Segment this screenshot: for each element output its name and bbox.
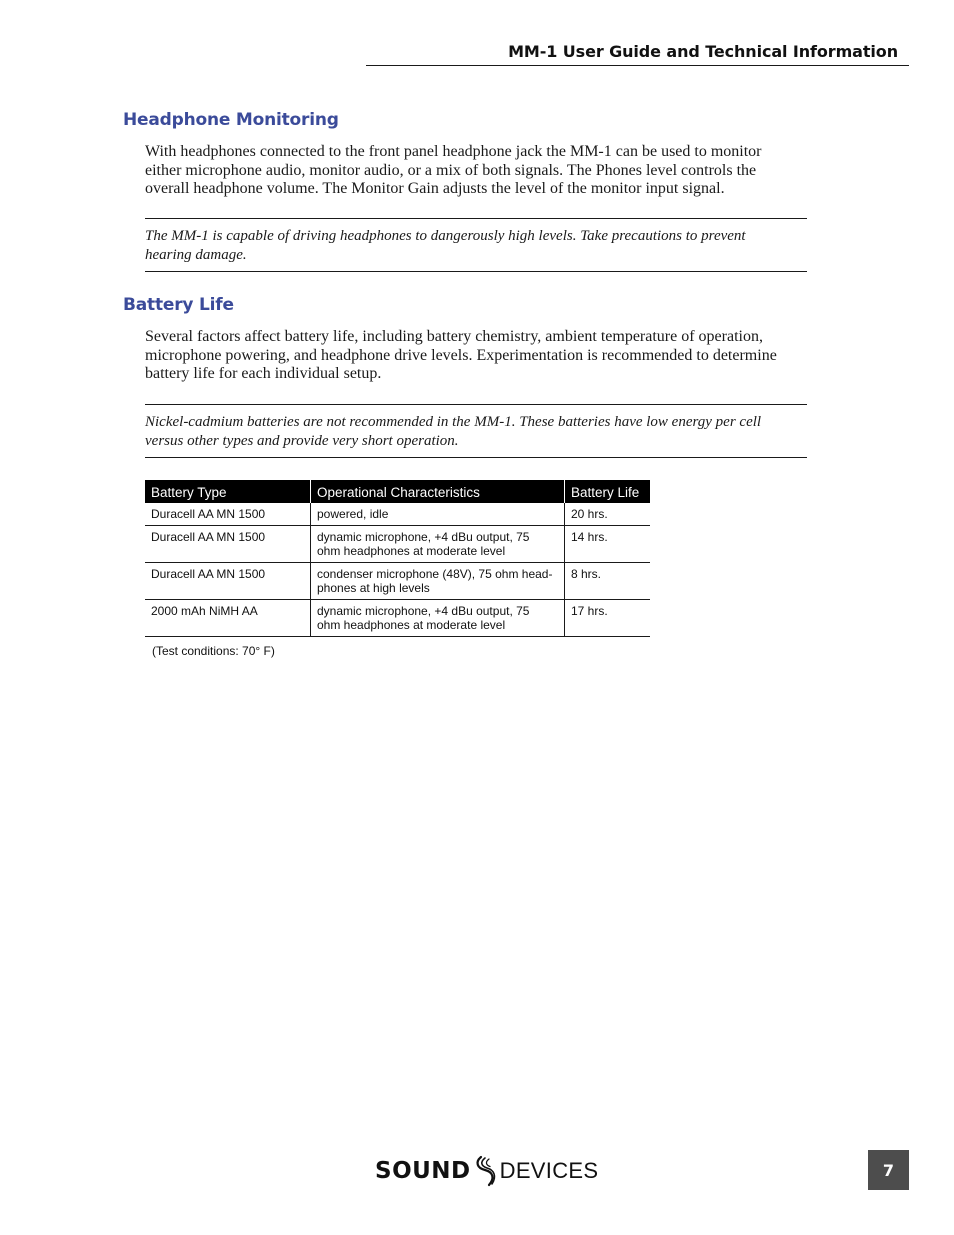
cell-characteristics [311, 600, 565, 637]
cell-line: powered, idle [317, 507, 389, 521]
table-row [145, 563, 650, 600]
logo-word-devices: DEVICES [499, 1158, 599, 1183]
paragraph-line: Several factors affect battery life, including battery chemistry, ambient temperature of operation, [145, 328, 763, 345]
logo-word-sound: SOUND [375, 1158, 471, 1184]
paragraph-line: With headphones connected to the front panel headphone jack the MM-1 can be used to monitor [145, 143, 762, 160]
column-header-operational-characteristics: Operational Characteristics [311, 480, 565, 503]
nicad-warning-note [145, 404, 807, 458]
note-line: versus other types and provide very short operation. [145, 433, 459, 449]
paragraph-line: microphone powering, and headphone drive levels. Experimentation is recommended to determine [145, 346, 777, 364]
table-row [145, 503, 650, 526]
cell-line: ohm headphones at moderate level [317, 618, 506, 632]
note-line: Nickel-cadmium batteries are not recommended in the MM-1. These batteries have low energy per cell [145, 414, 762, 430]
table-row [145, 600, 650, 637]
cell-line: phones at high levels [317, 581, 430, 595]
table-footnote: (Test conditions: 70° F) [152, 644, 275, 658]
sound-devices-swirl-icon [473, 1154, 499, 1188]
heading-headphone-monitoring: Headphone Monitoring [123, 110, 339, 130]
paragraph-line: battery life for each individual setup. [145, 365, 382, 382]
page-header [366, 40, 909, 66]
document-title: MM-1 User Guide and Technical Information [508, 42, 898, 61]
headphone-warning-note [145, 218, 807, 272]
cell-line: dynamic microphone, +4 dBu output, 75 [317, 530, 530, 544]
cell-battery-type: Duracell AA MN 1500 [145, 526, 311, 563]
column-header-battery-life: Battery Life [565, 480, 651, 503]
headphone-monitoring-paragraph [145, 143, 762, 199]
column-header-battery-type: Battery Type [145, 480, 311, 503]
cell-battery-life: 8 hrs. [565, 563, 651, 600]
cell-characteristics [311, 503, 565, 526]
cell-battery-type: Duracell AA MN 1500 [145, 503, 311, 526]
sound-devices-logo [375, 1153, 598, 1189]
cell-battery-life: 17 hrs. [565, 600, 651, 637]
cell-battery-life: 14 hrs. [565, 526, 651, 563]
paragraph-line: either microphone audio, monitor audio, or a mix of both signals. The Phones level controls the [145, 161, 757, 179]
heading-battery-life: Battery Life [123, 295, 234, 315]
cell-battery-type: Duracell AA MN 1500 [145, 563, 311, 600]
cell-characteristics [311, 563, 565, 600]
battery-life-paragraph [145, 328, 777, 384]
cell-line: condenser microphone (48V), 75 ohm head- [317, 567, 553, 581]
cell-battery-life: 20 hrs. [565, 503, 651, 526]
note-line: The MM-1 is capable of driving headphones to dangerously high levels. Take precautions to prevent [145, 228, 746, 244]
table-row [145, 526, 650, 563]
cell-line: dynamic microphone, +4 dBu output, 75 [317, 604, 530, 618]
cell-line: ohm headphones at moderate level [317, 544, 506, 558]
cell-battery-type: 2000 mAh NiMH AA [145, 600, 311, 637]
cell-characteristics [311, 526, 565, 563]
page-number-badge: 7 [868, 1150, 909, 1190]
paragraph-line: overall headphone volume. The Monitor Gain adjusts the level of the monitor input signal. [145, 180, 725, 197]
table-header-row [145, 480, 650, 503]
battery-life-table [145, 480, 650, 637]
note-line: hearing damage. [145, 247, 247, 263]
